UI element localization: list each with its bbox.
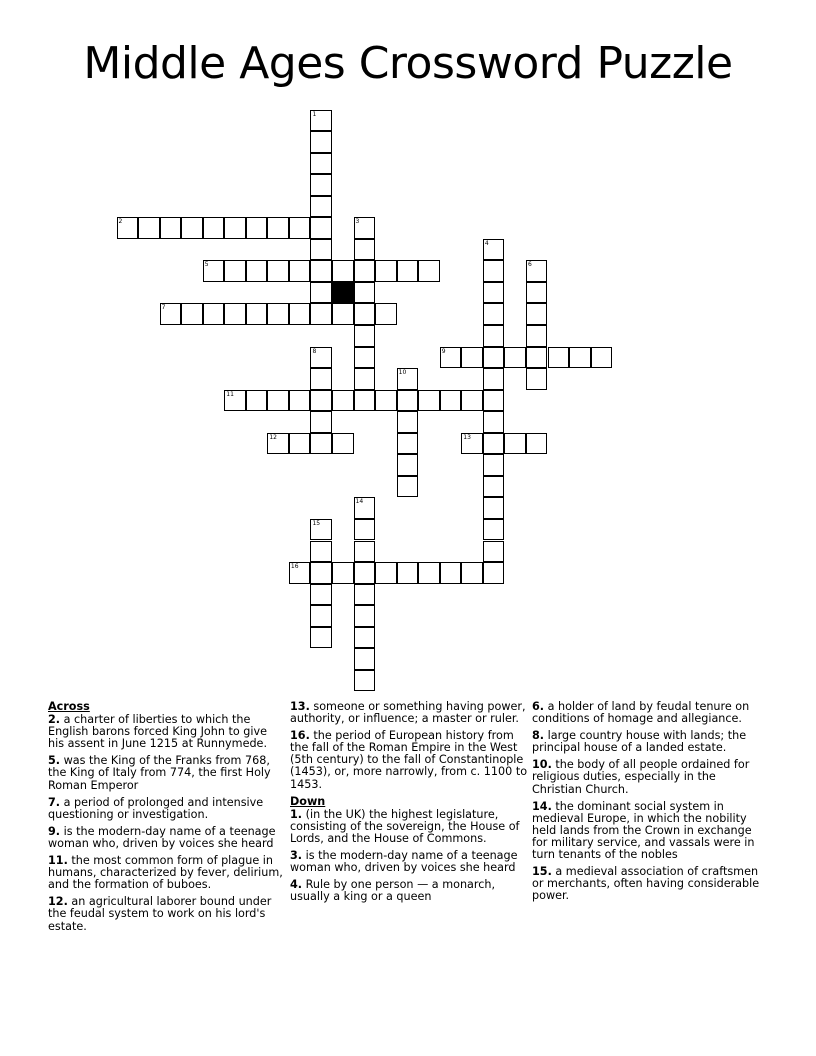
- clue-number: 9.: [48, 824, 61, 838]
- grid-cell[interactable]: [483, 454, 505, 476]
- grid-cell[interactable]: [310, 562, 332, 584]
- grid-cell[interactable]: [160, 303, 182, 325]
- down-heading: Down: [290, 794, 326, 808]
- clue-number: 8.: [532, 729, 545, 743]
- grid-cell[interactable]: [289, 390, 311, 412]
- grid-cell[interactable]: [483, 282, 505, 304]
- grid-cell[interactable]: [160, 217, 182, 239]
- grid-cell[interactable]: [310, 368, 332, 390]
- grid-cell[interactable]: [267, 390, 289, 412]
- clue-text: the dominant social system in medieval Europe, in which the nobility held lands from the Crown in exchange for military service, and vassals were in turn tenants of the nobles: [532, 799, 755, 862]
- clue-number: 6.: [532, 700, 545, 713]
- grid-cell[interactable]: [246, 390, 268, 412]
- grid-cell[interactable]: [569, 347, 591, 369]
- grid-cell[interactable]: [483, 368, 505, 390]
- grid-cell[interactable]: [440, 390, 462, 412]
- grid-cell[interactable]: [224, 303, 246, 325]
- grid-cell[interactable]: [267, 433, 289, 455]
- grid-cell[interactable]: [483, 239, 505, 261]
- grid-cell[interactable]: [310, 174, 332, 196]
- grid-cell[interactable]: [224, 390, 246, 412]
- clue-text: someone or something having power, authority, or influence; a master or ruler.: [290, 700, 526, 726]
- clue-across-12: [48, 896, 284, 932]
- grid-cell[interactable]: [483, 347, 505, 369]
- grid-cell[interactable]: [354, 670, 376, 692]
- grid-cell[interactable]: [310, 303, 332, 325]
- clue-text: was the King of the Franks from 768, the King of Italy from 774, the first Holy Roman Emperor: [48, 754, 271, 792]
- grid-cell[interactable]: [310, 239, 332, 261]
- clue-down-1: [290, 809, 528, 845]
- grid-cell[interactable]: [375, 260, 397, 282]
- grid-cell[interactable]: [117, 217, 139, 239]
- clue-across-5: [48, 755, 284, 791]
- grid-cell[interactable]: [267, 303, 289, 325]
- clue-text: a holder of land by feudal tenure on conditions of homage and allegiance.: [532, 700, 750, 726]
- grid-cell[interactable]: [310, 217, 332, 239]
- clue-number: 2.: [48, 713, 61, 727]
- clue-across-11: [48, 855, 284, 891]
- grid-cell[interactable]: [354, 541, 376, 563]
- cell-number: 2: [118, 218, 123, 226]
- grid-cell[interactable]: [354, 325, 376, 347]
- cell-number: 10: [398, 369, 407, 377]
- grid-cell[interactable]: [354, 390, 376, 412]
- grid-cell[interactable]: [354, 282, 376, 304]
- grid-cell[interactable]: [483, 390, 505, 412]
- clue-number: 7.: [48, 795, 61, 809]
- clue-number: 5.: [48, 754, 61, 768]
- grid-cell[interactable]: [504, 347, 526, 369]
- grid-cell[interactable]: [548, 347, 570, 369]
- clue-down-3: [290, 850, 528, 874]
- grid-cell[interactable]: [483, 519, 505, 541]
- grid-cell[interactable]: [397, 476, 419, 498]
- clues-column-2: [290, 701, 528, 908]
- grid-cell[interactable]: [354, 627, 376, 649]
- grid-cell[interactable]: [526, 325, 548, 347]
- grid-cell[interactable]: [289, 303, 311, 325]
- clue-number: 15.: [532, 865, 552, 879]
- grid-cell[interactable]: [332, 260, 354, 282]
- cell-number: 11: [226, 390, 234, 398]
- grid-cell[interactable]: [203, 217, 225, 239]
- clue-across-2: [48, 714, 284, 750]
- grid-cell[interactable]: [483, 411, 505, 433]
- grid-cell[interactable]: [354, 584, 376, 606]
- clue-text: a charter of liberties to which the English barons forced King John to give his assent in June 1215 at Runnymede.: [48, 713, 267, 751]
- grid-cell[interactable]: [483, 433, 505, 455]
- grid-cell[interactable]: [461, 347, 483, 369]
- grid-cell[interactable]: [354, 519, 376, 541]
- clue-text: the period of European history from the fall of the Roman Empire in the West (5th century) to the fall of Constantinople (1453), or, more narrowly, from c. 1100 to 1453.: [290, 729, 528, 791]
- grid-cell[interactable]: [440, 347, 462, 369]
- clue-text: a medieval association of craftsmen or merchants, often having considerable power.: [532, 865, 760, 903]
- grid-cell[interactable]: [397, 390, 419, 412]
- grid-cell[interactable]: [483, 325, 505, 347]
- grid-cell[interactable]: [483, 303, 505, 325]
- grid-cell[interactable]: [310, 196, 332, 218]
- grid-cell[interactable]: [289, 260, 311, 282]
- grid-cell[interactable]: [181, 217, 203, 239]
- grid-cell[interactable]: [310, 131, 332, 153]
- grid-cell[interactable]: [397, 260, 419, 282]
- grid-cell[interactable]: [526, 303, 548, 325]
- clue-down-14: [532, 801, 768, 861]
- grid-cell[interactable]: [354, 562, 376, 584]
- grid-cell[interactable]: [354, 303, 376, 325]
- grid-cell[interactable]: [354, 368, 376, 390]
- clue-text: Rule by one person — a monarch, usually a king or a queen: [290, 878, 496, 904]
- grid-cell[interactable]: [461, 433, 483, 455]
- clue-number: 16.: [290, 729, 310, 743]
- page-title: Middle Ages Crossword Puzzle: [83, 38, 733, 89]
- grid-cell[interactable]: [354, 239, 376, 261]
- grid-cell[interactable]: [267, 217, 289, 239]
- grid-cell[interactable]: [483, 260, 505, 282]
- grid-cell[interactable]: [332, 433, 354, 455]
- grid-cell[interactable]: [418, 562, 440, 584]
- grid-cell[interactable]: [332, 390, 354, 412]
- grid-cell[interactable]: [224, 260, 246, 282]
- grid-cell[interactable]: [354, 648, 376, 670]
- clue-number: 11.: [48, 854, 68, 868]
- grid-cell[interactable]: [504, 433, 526, 455]
- clue-down-15: [532, 866, 768, 902]
- grid-cell[interactable]: [526, 282, 548, 304]
- grid-cell[interactable]: [397, 562, 419, 584]
- clue-number: 14.: [532, 799, 552, 813]
- clue-number: 10.: [532, 758, 552, 772]
- clue-number: 3.: [290, 849, 303, 863]
- grid-cell[interactable]: [483, 476, 505, 498]
- cell-number: 8: [312, 347, 317, 355]
- clue-down-8: [532, 730, 768, 754]
- grid-cell[interactable]: [246, 260, 268, 282]
- grid-cell[interactable]: [526, 260, 548, 282]
- grid-cell[interactable]: [289, 433, 311, 455]
- cell-number: 15: [312, 519, 321, 527]
- grid-cell[interactable]: [397, 411, 419, 433]
- clue-text: (in the UK) the highest legislature, consisting of the sovereign, the House of Lords, and the House of Commons.: [290, 807, 520, 845]
- grid-cell[interactable]: [375, 562, 397, 584]
- grid-cell[interactable]: [246, 217, 268, 239]
- grid-cell[interactable]: [203, 303, 225, 325]
- cell-number: 1: [312, 110, 317, 118]
- grid-cell[interactable]: [354, 260, 376, 282]
- grid-cell[interactable]: [332, 303, 354, 325]
- grid-cell[interactable]: [375, 303, 397, 325]
- clue-across-13: [290, 701, 528, 725]
- clue-text: is the modern-day name of a teenage woman who, driven by voices she heard: [290, 849, 518, 875]
- grid-cell[interactable]: [354, 217, 376, 239]
- grid-cell[interactable]: [310, 519, 332, 541]
- cell-number: 6: [527, 261, 532, 269]
- grid-cell[interactable]: [181, 303, 203, 325]
- clue-text: large country house with lands; the principal house of a landed estate.: [532, 729, 747, 755]
- clue-down-6: [532, 701, 768, 725]
- grid-cell[interactable]: [310, 110, 332, 132]
- grid-cell[interactable]: [310, 153, 332, 175]
- clue-text: the most common form of plague in humans, characterized by fever, delirium, and the formation of buboes.: [48, 854, 283, 892]
- grid-cell[interactable]: [310, 541, 332, 563]
- grid-cell[interactable]: [483, 497, 505, 519]
- clue-across-9: [48, 826, 284, 850]
- grid-cell[interactable]: [483, 562, 505, 584]
- cell-number: 9: [441, 347, 446, 355]
- clue-text: the body of all people ordained for religious duties, especially in the Christian Church.: [532, 758, 750, 796]
- clue-down-10: [532, 759, 768, 795]
- grid-cell[interactable]: [397, 454, 419, 476]
- grid-cell[interactable]: [289, 562, 311, 584]
- grid-cell[interactable]: [310, 627, 332, 649]
- grid-cell[interactable]: [526, 347, 548, 369]
- cell-number: 3: [355, 218, 360, 226]
- grid-cell[interactable]: [310, 390, 332, 412]
- grid-cell[interactable]: [310, 282, 332, 304]
- clue-down-4: [290, 879, 528, 903]
- grid-cell[interactable]: [418, 260, 440, 282]
- clue-text: a period of prolonged and intensive questioning or investigation.: [48, 795, 264, 821]
- cell-number: 4: [484, 239, 489, 247]
- grid-cell[interactable]: [591, 347, 613, 369]
- grid-cell[interactable]: [354, 605, 376, 627]
- clue-number: 12.: [48, 895, 68, 909]
- clues-column-1: [48, 701, 284, 938]
- grid-cell[interactable]: [310, 584, 332, 606]
- grid-cell[interactable]: [138, 217, 160, 239]
- grid-cell[interactable]: [354, 347, 376, 369]
- cell-number: 7: [161, 304, 166, 312]
- grid-cell[interactable]: [526, 368, 548, 390]
- grid-cell[interactable]: [289, 217, 311, 239]
- clue-text: is the modern-day name of a teenage woman who, driven by voices she heard: [48, 824, 276, 850]
- clue-across-7: [48, 797, 284, 821]
- cell-number: 5: [204, 261, 209, 269]
- grid-cell[interactable]: [203, 260, 225, 282]
- clue-number: 13.: [290, 700, 310, 713]
- clue-number: 1.: [290, 807, 303, 821]
- clue-across-16: [290, 730, 528, 790]
- grid-cell[interactable]: [375, 390, 397, 412]
- grid-cell[interactable]: [397, 368, 419, 390]
- grid-cell[interactable]: [397, 433, 419, 455]
- grid-cell[interactable]: [418, 390, 440, 412]
- grid-cell[interactable]: [224, 217, 246, 239]
- grid-cell[interactable]: [526, 433, 548, 455]
- cell-number: 13: [463, 433, 471, 441]
- across-heading: Across: [48, 700, 90, 713]
- grid-cell[interactable]: [332, 562, 354, 584]
- clue-text: an agricultural laborer bound under the feudal system to work on his lord's estate.: [48, 895, 272, 933]
- grid-cell[interactable]: [461, 562, 483, 584]
- grid-cell[interactable]: [267, 260, 289, 282]
- clue-number: 4.: [290, 878, 303, 892]
- cell-number: 16: [290, 563, 299, 571]
- cell-number: 12: [269, 433, 277, 441]
- grid-cell[interactable]: [310, 260, 332, 282]
- clues-column-3: [532, 701, 768, 907]
- black-cell: [332, 282, 354, 304]
- grid-cell[interactable]: [310, 605, 332, 627]
- cell-number: 14: [355, 498, 364, 506]
- grid-cell[interactable]: [440, 562, 462, 584]
- grid-cell[interactable]: [483, 541, 505, 563]
- grid-cell[interactable]: [354, 497, 376, 519]
- grid-cell[interactable]: [310, 347, 332, 369]
- grid-cell[interactable]: [310, 411, 332, 433]
- grid-cell[interactable]: [310, 433, 332, 455]
- grid-cell[interactable]: [461, 390, 483, 412]
- grid-cell[interactable]: [246, 303, 268, 325]
